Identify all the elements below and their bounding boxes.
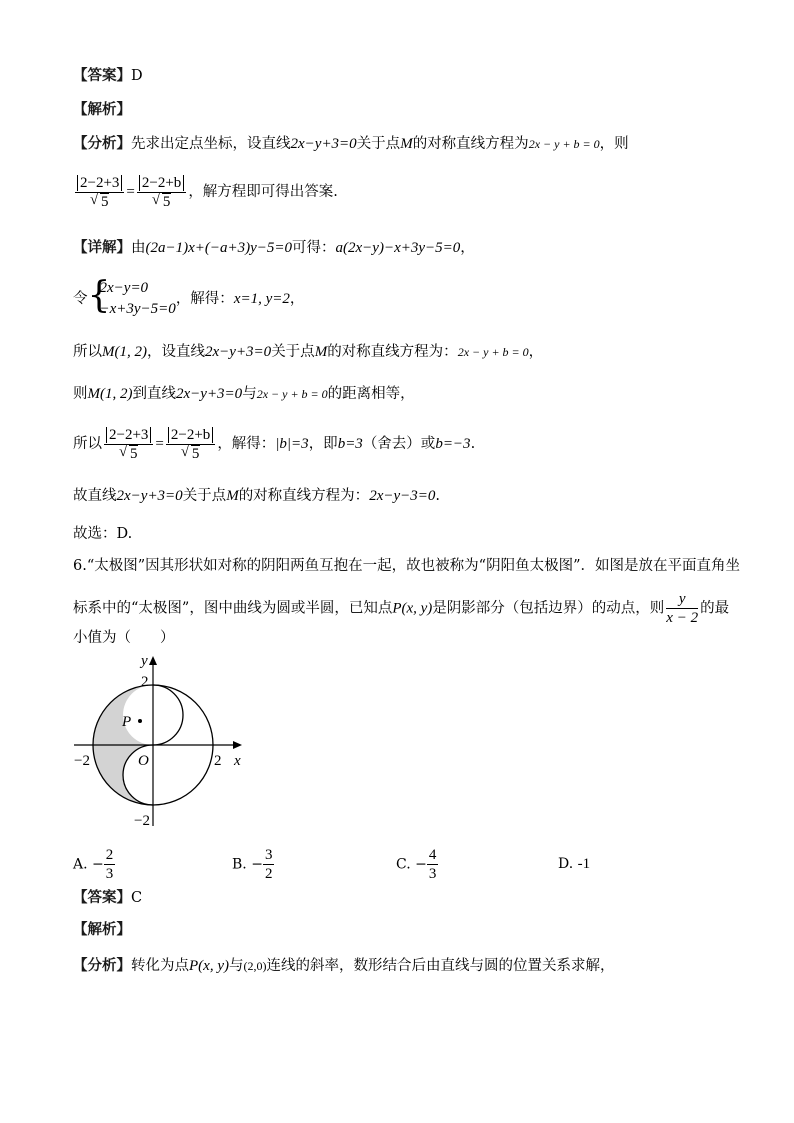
q6-jiexi-line (73, 920, 131, 940)
q6-stem-line3 (73, 628, 175, 648)
option-fraction (263, 846, 275, 883)
option-fraction (427, 846, 439, 883)
fenxi-text-a: 转化为点 (131, 958, 189, 974)
q5-suoyi2-line: 所以 2−2+3 √ 5 = 2−2+b √ 5 ，解得：|b|=3，即b=3（舍去）或b=−3. (73, 426, 476, 462)
text-about-point: 关于点 (271, 344, 315, 360)
q5-ze-line (73, 384, 415, 404)
point-m: M (400, 136, 413, 152)
q6-fenxi-line (73, 956, 614, 976)
option-c[interactable] (396, 846, 438, 883)
jiexi-tag: 【解析】 (73, 101, 131, 118)
text-symmetric: 的对称直线方程为： (327, 344, 458, 360)
x-axis-label: x (234, 753, 241, 769)
jiexi-tag: 【解析】 (73, 921, 131, 938)
text-shezhixian: ，设直线 (147, 344, 205, 360)
symmetric-equation: 2x − y + b = 0 (528, 137, 600, 151)
option-numerator: 4 (428, 847, 437, 863)
taiji-figure (70, 648, 250, 838)
fenxi-text3: ，解方程即可得出答案. (188, 184, 338, 200)
y-axis-arrow (149, 656, 157, 665)
slope-denominator: x − 2 (666, 610, 699, 626)
system-row-2: −x+3y−5=0 (99, 301, 176, 317)
text-kede: 可得： (292, 240, 336, 256)
line-equation: 2x−y+3=0 (176, 386, 243, 402)
stem-text-2a: 标系中的“太极图”，图中曲线为圆或半圆，已知点 (73, 600, 393, 617)
frac1-numerator: 2−2+3 (106, 427, 151, 443)
text-ling: 令 (73, 291, 88, 307)
fenxi-text2: 的对称直线方程为 (412, 136, 529, 152)
option-sign: − (92, 856, 104, 873)
q5-guxuan-line (73, 524, 132, 544)
line-equation: 2x−y+3=0 (290, 136, 357, 152)
fenxi-text: 先求出定点坐标，设直线 (131, 136, 291, 152)
comma: ， (460, 240, 475, 256)
q6-stem-line1 (73, 556, 740, 576)
q6-answer-line (73, 888, 142, 908)
distance-fraction-left: 2−2+3 √ 5 (75, 174, 124, 211)
frac2-denominator: 5 (191, 445, 200, 462)
upper-semicircle (153, 685, 183, 745)
distance-fraction-right: 2−2+b √ 5 (137, 174, 186, 211)
frac1-numerator: 2−2+3 (77, 175, 122, 191)
option-sign: − (415, 856, 427, 873)
option-letter: C. (396, 856, 411, 873)
text-you: 由 (131, 240, 146, 256)
text-about-point: 关于点 (182, 488, 227, 504)
abs-b-equation: |b|=3 (275, 436, 309, 452)
text-suoyi: 所以 (73, 436, 102, 452)
point-m: M (226, 488, 239, 504)
b-equals-minus-3: b=−3 (435, 436, 471, 452)
option-denominator: 2 (264, 866, 273, 882)
slope-fraction (666, 590, 698, 627)
distance-fraction-right: 2−2+b √ 5 (166, 426, 215, 463)
question-number: 6. (73, 558, 87, 574)
fenxi-text-c: 连线的斜率，数形结合后由直线与圆的位置关系求解， (266, 958, 615, 974)
answer-value: D (131, 68, 143, 84)
xiangjie-tag: 【详解】 (73, 239, 131, 256)
q5-suoyi-line (73, 342, 543, 362)
frac2-numerator: 2−2+b (139, 175, 184, 191)
option-numerator: 3 (264, 847, 273, 863)
point-p-dot (138, 719, 142, 723)
answer-tag: 【答案】 (73, 889, 131, 906)
option-numerator: 2 (105, 847, 114, 863)
option-b[interactable] (232, 846, 274, 883)
point-p-label: P (122, 714, 132, 730)
comma: ， (528, 344, 544, 360)
q5-system-line (73, 275, 305, 320)
point-m12: M(1, 2) (102, 344, 147, 360)
final-equation: 2x−y−3=0 (369, 488, 436, 504)
fenxi-tag: 【分析】 (73, 957, 131, 974)
stem-text-2c: 的最 (700, 600, 730, 617)
text-distance-equal: 的距离相等， (327, 386, 415, 402)
fenxi-text-b: 与 (228, 958, 244, 974)
text-jiede: ，解得： (175, 291, 234, 307)
q5-fraction-line: 2−2+3 √ 5 = 2−2+b √ 5 ，解方程即可得出答案. (73, 172, 338, 212)
q5-jiexi-line (73, 100, 131, 120)
q5-gu-line (73, 486, 440, 506)
text-shequ: （舍去）或 (362, 436, 436, 452)
option-a[interactable] (73, 846, 115, 883)
option-sign: − (251, 856, 263, 873)
option-value: -1 (577, 856, 591, 872)
point-pxy: P(x, y) (189, 958, 229, 974)
text-yu: 与 (242, 386, 257, 402)
symmetric-equation: 2x − y + b = 0 (457, 345, 529, 359)
origin-label: O (138, 753, 149, 769)
fenxi-tag: 【分析】 (73, 135, 131, 152)
text-ze: 则 (73, 386, 88, 402)
tick-label-right: 2 (214, 753, 222, 769)
text-then: ，则 (599, 136, 629, 152)
tick-label-left: −2 (74, 753, 90, 769)
text-guzhixian: 故直线 (73, 488, 117, 504)
slope-numerator: y (666, 590, 698, 609)
point-m12: M(1, 2) (87, 386, 133, 402)
point-m: M (314, 344, 328, 360)
system-row-1: 2x−y=0 (99, 280, 149, 296)
option-letter: B. (232, 856, 247, 873)
answer-value: C (131, 890, 143, 906)
tick-label-bottom: −2 (134, 813, 150, 829)
final-choice: 故选：D. (73, 526, 133, 542)
q5-xiangjie-line (73, 238, 475, 258)
x-axis-arrow (233, 741, 242, 749)
q5-answer-line (73, 66, 143, 86)
tick-label-top: 2 (141, 674, 149, 690)
point-2-0: (2,0) (243, 959, 267, 973)
line-equation: 2x−y+3=0 (116, 488, 183, 504)
equation-system: { 2x−y=0 −x+3y−5=0 (88, 278, 176, 320)
stem-text-3: 小值为（ ） (73, 630, 175, 646)
point-pxy: P(x, y) (392, 600, 433, 617)
frac2-denominator: 5 (162, 193, 171, 210)
period: . (435, 488, 440, 504)
option-denominator: 3 (105, 866, 114, 882)
stem-text-1: “太极图”因其形状如对称的阴阳两鱼互抱在一起，故也被称为“阴阳鱼太极图”．如图是放在平面直角坐 (86, 558, 740, 574)
distance-fraction-left: 2−2+3 √ 5 (104, 426, 153, 463)
b-equals-3: b=3 (337, 436, 363, 452)
stem-text-2b: 是阴影部分（包括边界）的动点，则 (432, 600, 665, 617)
q6-stem-line2 (73, 590, 729, 627)
option-fraction (104, 846, 116, 883)
text-ji: ，即 (308, 436, 338, 452)
frac1-denominator: 5 (100, 193, 109, 210)
y-axis-label: y (141, 653, 148, 669)
text-about-point: 关于点 (356, 136, 401, 152)
line-equation: 2x−y+3=0 (205, 344, 272, 360)
q5-fenxi-line (73, 134, 629, 154)
text-symmetric: 的对称直线方程为： (238, 488, 370, 504)
comma: ， (289, 291, 305, 307)
option-d[interactable] (558, 846, 590, 882)
text-jiede: ，解得： (217, 436, 276, 452)
text-suoyi: 所以 (73, 344, 102, 360)
solution: x=1, y=2 (233, 291, 290, 307)
period: . (470, 436, 476, 452)
frac2-numerator: 2−2+b (168, 427, 213, 443)
rearranged-equation: a(2x−y)−x+3y−5=0 (335, 240, 461, 256)
option-letter: A. (73, 856, 88, 873)
frac1-denominator: 5 (129, 445, 138, 462)
text-daozhixian: 到直线 (132, 386, 176, 402)
option-denominator: 3 (428, 866, 437, 882)
family-equation: (2a−1)x+(−a+3)y−5=0 (145, 240, 293, 256)
symmetric-equation: 2x − y + b = 0 (256, 387, 328, 401)
answer-tag: 【答案】 (73, 67, 131, 84)
option-letter: D. (558, 856, 574, 872)
